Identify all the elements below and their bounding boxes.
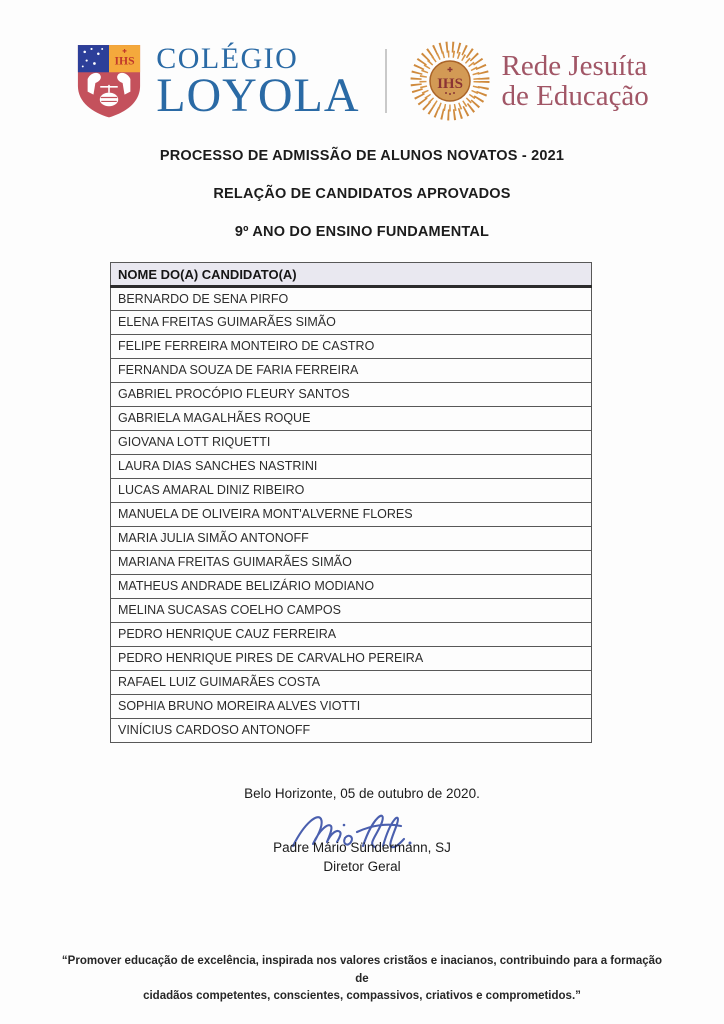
- table-row: [111, 551, 592, 575]
- grade-title: 9º ANO DO ENSINO FUNDAMENTAL: [234, 224, 490, 240]
- table-row: [111, 671, 592, 695]
- table-row: [111, 455, 592, 479]
- document-titles: [0, 148, 724, 262]
- mission-quote-line1: “Promover educação de excelência, inspirada nos valores cristãos e inacianos, contribuindo para a formação de: [61, 955, 663, 985]
- network-name-line1: Rede Jesuíta: [501, 49, 648, 82]
- candidates-table: [110, 262, 592, 743]
- header-logos: [0, 38, 724, 124]
- table-row: [111, 311, 592, 335]
- candidate-name-cell: FELIPE FERREIRA MONTEIRO DE CASTRO: [111, 335, 592, 359]
- candidate-name-cell: MARIA JULIA SIMÃO ANTONOFF: [111, 527, 592, 551]
- sun-ihs-text: IHS: [437, 76, 464, 92]
- college-name-main: LOYOLA: [156, 68, 360, 122]
- candidate-name-cell: GABRIEL PROCÓPIO FLEURY SANTOS: [111, 383, 592, 407]
- table-header-row: [111, 263, 592, 287]
- network-name-line2: de Educação: [501, 80, 649, 112]
- table-row: [111, 623, 592, 647]
- college-name-top: COLÉGIO: [156, 41, 299, 75]
- shield-ihs-text: IHS: [114, 54, 135, 68]
- candidate-name-cell: MARIANA FREITAS GUIMARÃES SIMÃO: [111, 551, 592, 575]
- loyola-shield-icon: [75, 42, 143, 120]
- rede-jesuita-logo: [407, 38, 648, 124]
- candidate-name-cell: RAFAEL LUIZ GUIMARÃES COSTA: [111, 671, 592, 695]
- logo-divider: [385, 49, 387, 113]
- candidate-name-cell: MATHEUS ANDRADE BELIZÁRIO MODIANO: [111, 575, 592, 599]
- candidate-name-cell: PEDRO HENRIQUE PIRES DE CARVALHO PEREIRA: [111, 647, 592, 671]
- candidate-name-cell: MELINA SUCASAS COELHO CAMPOS: [111, 599, 592, 623]
- candidate-name-cell: BERNARDO DE SENA PIRFO: [111, 287, 592, 311]
- table-row: [111, 503, 592, 527]
- approved-list-title: RELAÇÃO DE CANDIDATOS APROVADOS: [213, 186, 511, 202]
- candidate-name-cell: LUCAS AMARAL DINIZ RIBEIRO: [111, 479, 592, 503]
- candidate-name-cell: LAURA DIAS SANCHES NASTRINI: [111, 455, 592, 479]
- candidate-name-cell: GABRIELA MAGALHÃES ROQUE: [111, 407, 592, 431]
- table-row: [111, 479, 592, 503]
- mission-quote-line2: cidadãos competentes, conscientes, compassivos, criativos e comprometidos.”: [143, 990, 581, 1002]
- candidate-name-cell: GIOVANA LOTT RIQUETTI: [111, 431, 592, 455]
- candidate-name-cell: VINÍCIUS CARDOSO ANTONOFF: [111, 719, 592, 743]
- table-row: [111, 719, 592, 743]
- jesuit-sunburst-icon: [407, 38, 493, 124]
- table-row: [111, 407, 592, 431]
- college-wordmark: [156, 41, 360, 122]
- date-line: Belo Horizonte, 05 de outubro de 2020.: [244, 786, 480, 801]
- table-row: [111, 359, 592, 383]
- candidate-name-cell: ELENA FREITAS GUIMARÃES SIMÃO: [111, 311, 592, 335]
- candidate-name-cell: SOPHIA BRUNO MOREIRA ALVES VIOTTI: [111, 695, 592, 719]
- network-wordmark: [501, 51, 648, 111]
- table-row: [111, 575, 592, 599]
- table-row: [111, 647, 592, 671]
- table-row: [111, 431, 592, 455]
- candidate-name-cell: FERNANDA SOUZA DE FARIA FERREIRA: [111, 359, 592, 383]
- table-row: [111, 527, 592, 551]
- candidate-name-cell: PEDRO HENRIQUE CAUZ FERREIRA: [111, 623, 592, 647]
- candidate-name-cell: MANUELA DE OLIVEIRA MONT'ALVERNE FLORES: [111, 503, 592, 527]
- signer-name: Padre Mário Sündermann, SJ: [273, 840, 451, 855]
- process-title: PROCESSO DE ADMISSÃO DE ALUNOS NOVATOS - 2021: [159, 148, 565, 164]
- table-row: [111, 599, 592, 623]
- table-row: [111, 335, 592, 359]
- table-row: [111, 695, 592, 719]
- mission-quote: [58, 953, 666, 1006]
- colegio-loyola-logo: [75, 42, 359, 120]
- signer-role: Diretor Geral: [323, 859, 401, 874]
- table-row: [111, 383, 592, 407]
- table-row: [111, 287, 592, 311]
- signature-block: [0, 806, 724, 874]
- table-header-cell: NOME DO(A) CANDIDATO(A): [111, 263, 592, 287]
